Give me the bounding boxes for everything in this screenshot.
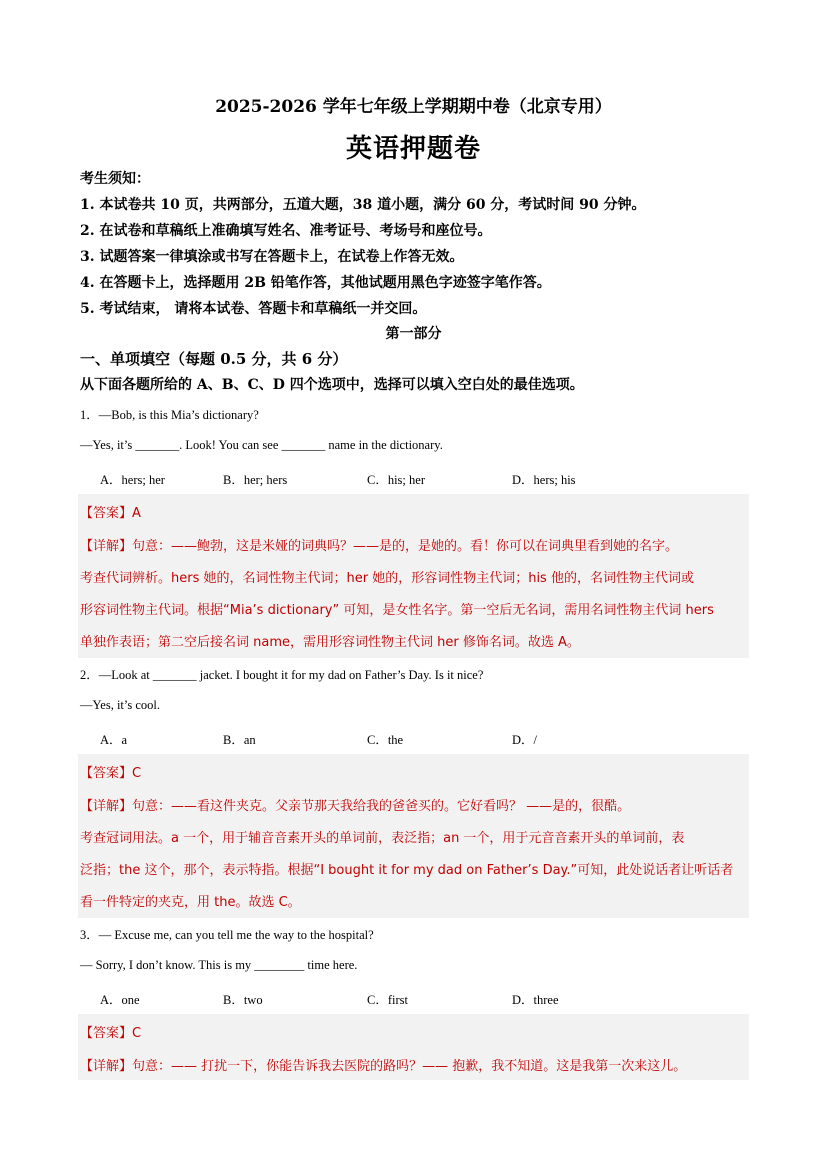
question-1-explanation-2: 考查代词辨析。hers 她的，名词性物主代词；her 她的，形容词性物主代词；his 他的，名词性物主代词或: [80, 571, 694, 586]
question-1-option-a: A．hers; her: [100, 473, 165, 487]
question-1-option-c: C．his; her: [367, 473, 425, 487]
question-2-answer: 【答案】C: [80, 766, 142, 781]
question-3-option-c: C．first: [367, 993, 408, 1007]
question-2-explanation-3: 泛指；the 这个，那个，表示特指。根据“I bought it for my dad on Father’s Day.”可知，此处说话者让听话者: [80, 863, 734, 878]
question-2-explanation-1: 【详解】句意：——看这件夹克。父亲节那天我给我的爸爸买的。它好看吗？ ——是的，很酷。: [80, 799, 631, 814]
question-1-explanation-1: 【详解】句意：——鲍勃，这是米娅的词典吗？——是的，是她的。看！你可以在词典里看到她的名字。: [80, 539, 679, 554]
notice-item-2: 2. 在试卷和草稿纸上准确填写姓名、准考证号、考场号和座位号。: [80, 223, 492, 239]
question-2-option-d: D．/: [512, 733, 538, 747]
notice-heading: 考生须知：: [80, 171, 150, 187]
question-2-explanation-4: 看一件特定的夹克，用 the。故选 C。: [80, 895, 301, 910]
notice-item-5: 5. 考试结束， 请将本试卷、答题卡和草稿纸一并交回。: [80, 301, 427, 317]
question-2-explanation-2: 考查冠词用法。a 一个，用于辅音音素开头的单词前，表泛指；an 一个，用于元音音素开头的单词前，表: [80, 831, 685, 846]
question-1-option-b: B．her; hers: [223, 473, 288, 487]
question-2-line-2: —Yes, it’s cool.: [80, 698, 160, 712]
question-1-explanation-3: 形容词性物主代词。根据“Mia’s dictionary” 可知，是女性名字。第一空后无名词，需用名词性物主代词 hers: [80, 603, 714, 618]
question-1-explanation-4: 单独作表语；第二空后接名词 name，需用形容词性物主代词 her 修饰名词。故选 A。: [80, 635, 580, 650]
question-3-explanation-1: 【详解】句意：—— 打扰一下，你能告诉我去医院的路吗？—— 抱歉，我不知道。这是我第一次来这儿。: [80, 1059, 687, 1074]
notice-item-4: 4. 在答题卡上，选择题用 2B 铅笔作答，其他试题用黑色字迹签字笔作答。: [80, 275, 551, 291]
question-3-option-d: D．three: [512, 993, 559, 1007]
notice-item-3: 3. 试题答案一律填涂或书写在答题卡上，在试卷上作答无效。: [80, 249, 464, 265]
question-1-line-1: 1．—Bob, is this Mia’s dictionary?: [80, 408, 259, 422]
question-1-option-d: D．hers; his: [512, 473, 576, 487]
exam-subtitle: 2025-2026 学年七年级上学期期中卷（北京专用）: [215, 97, 612, 117]
question-3-option-b: B．two: [223, 993, 263, 1007]
question-2-option-c: C．the: [367, 733, 404, 747]
section-title: 一、单项填空（每题 0.5 分，共 6 分）: [80, 350, 348, 368]
question-3-line-2: — Sorry, I don’t know. This is my ________ time here.: [80, 958, 358, 972]
part-one-heading: 第一部分: [385, 326, 442, 342]
exam-title: 英语押题卷: [345, 134, 481, 164]
notice-item-1: 1. 本试卷共 10 页，共两部分，五道大题，38 道小题，满分 60 分，考试时间 90 分钟。: [80, 197, 646, 213]
question-3-line-1: 3．— Excuse me, can you tell me the way to the hospital?: [80, 928, 374, 942]
question-2-option-a: A．a: [100, 733, 128, 747]
question-2-option-b: B．an: [223, 733, 256, 747]
question-3-option-a: A．one: [100, 993, 140, 1007]
question-1-answer: 【答案】A: [80, 506, 141, 521]
section-instruction: 从下面各题所给的 A、B、C、D 四个选项中，选择可以填入空白处的最佳选项。: [80, 377, 584, 393]
question-2-line-1: 2．—Look at _______ jacket. I bought it for my dad on Father’s Day. Is it nice?: [80, 668, 484, 682]
question-1-line-2: —Yes, it’s _______. Look! You can see _______ name in the dictionary.: [80, 438, 443, 452]
question-3-answer: 【答案】C: [80, 1026, 142, 1041]
